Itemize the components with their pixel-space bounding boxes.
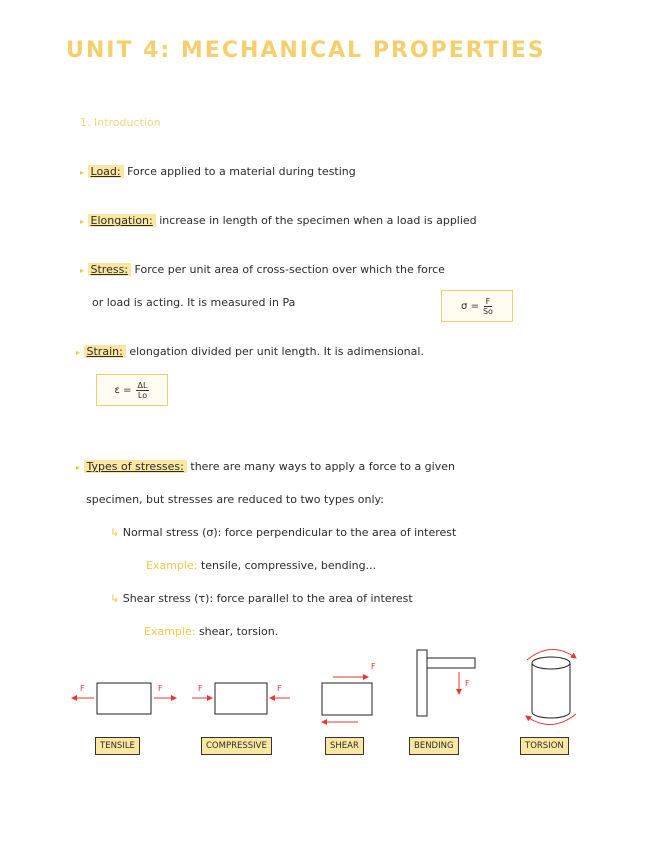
tensile-block: [97, 683, 151, 714]
normal-stress-text: Normal stress (σ): force perpendicular to the area of interest: [122, 526, 457, 539]
stress-text-continued: or load is acting. It is measured in Pa: [92, 296, 296, 309]
arrow-right-icon: ↳: [110, 526, 120, 539]
torsion-arrow-bottom: [526, 714, 576, 725]
load-term: Load:: [88, 165, 124, 178]
torsion-label: TORSION: [520, 737, 569, 755]
stress-text: Force per unit area of cross-section over which the force: [134, 263, 445, 276]
force-label: F: [198, 684, 203, 693]
denominator: So: [482, 306, 493, 316]
torsion-arrow-top: [527, 649, 576, 660]
bullet-icon: ▸: [76, 463, 81, 472]
bending-beam: [427, 658, 475, 668]
arrow-right-icon: ↳: [110, 592, 120, 605]
denominator: Lo: [137, 390, 148, 400]
bullet-icon: ▸: [80, 217, 85, 226]
types-text: there are many ways to apply a force to a given: [190, 460, 455, 473]
tensile-label: TENSILE: [95, 737, 140, 755]
stress-term: Stress:: [88, 263, 132, 276]
shear-stress-text: Shear stress (τ): force parallel to the area of interest: [122, 592, 413, 605]
compressive-label: COMPRESSIVE: [201, 737, 272, 755]
strain-text: elongation divided per unit length. It is adimensional.: [129, 345, 424, 358]
numerator: F: [485, 296, 491, 306]
force-label: F: [158, 684, 163, 693]
strain-term: Strain:: [84, 345, 126, 358]
compressive-block: [215, 683, 267, 714]
shear-block: [322, 683, 372, 715]
elongation-text: increase in length of the specimen when a load is applied: [159, 214, 477, 227]
section-heading: 1. Introduction: [80, 116, 161, 129]
bending-post: [417, 650, 427, 716]
force-label: F: [277, 684, 282, 693]
example-text: shear, torsion.: [198, 625, 279, 638]
load-text: Force applied to a material during testing: [127, 165, 356, 178]
page-title: UNIT 4: MECHANICAL PROPERTIES: [66, 38, 546, 63]
example-label: Example:: [144, 625, 196, 638]
example-label: Example:: [146, 559, 198, 572]
numerator: ΔL: [137, 380, 148, 390]
force-label: F: [465, 679, 470, 688]
formula-lhs: σ =: [461, 300, 479, 312]
bullet-icon: ▸: [76, 348, 81, 357]
types-text-continued: specimen, but stresses are reduced to two types only:: [86, 493, 384, 506]
example-text: tensile, compressive, bending...: [200, 559, 377, 572]
torsion-bottom: [532, 712, 570, 718]
force-label: F: [371, 662, 376, 671]
formula-lhs: ε =: [114, 384, 132, 396]
bullet-icon: ▸: [80, 168, 85, 177]
force-label: F: [80, 684, 85, 693]
bullet-icon: ▸: [80, 266, 85, 275]
types-term: Types of stresses:: [84, 460, 187, 473]
bending-label: BENDING: [409, 737, 459, 755]
elongation-term: Elongation:: [88, 214, 156, 227]
torsion-top: [532, 657, 570, 669]
shear-label: SHEAR: [325, 737, 364, 755]
